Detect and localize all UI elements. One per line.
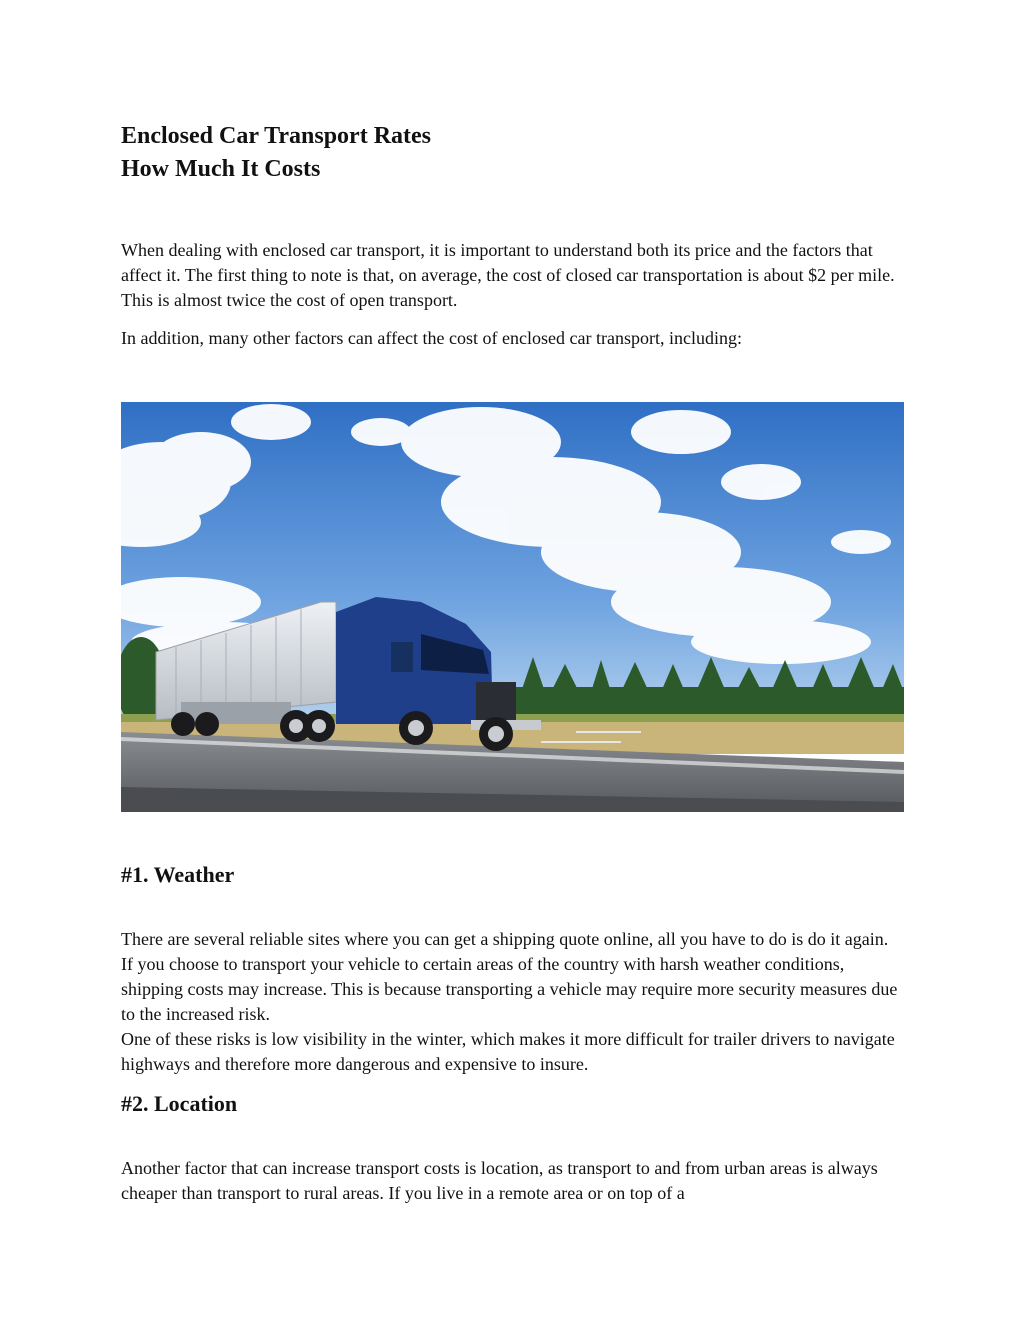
title-line-1: Enclosed Car Transport Rates (121, 123, 432, 149)
section-body-weather (121, 927, 904, 1077)
section-heading-weather: #1. Weather (121, 862, 235, 887)
weather-paragraph-b: One of these risks is low visibility in the winter, which makes it more difficult for trailer drivers to navigate highways and therefore more dangerous and expensive to insure. (121, 1029, 895, 1074)
hero-image-truck (121, 402, 904, 812)
intro-paragraph: When dealing with enclosed car transport, it is important to understand both its price and the factors that affect it. The first thing to note is that, on average, the cost of closed car transportation is about $2 per mile. This is almost twice the cost of open transport. (121, 240, 895, 310)
truck-on-highway-illustration (121, 402, 904, 812)
location-paragraph-a: Another factor that can increase transport costs is location, as transport to and from urban areas is always cheaper than transport to rural areas. If you live in a remote area or on top of a (121, 1158, 878, 1203)
section-heading-location: #2. Location (121, 1091, 238, 1116)
title-line-2: How Much It Costs (121, 156, 321, 182)
weather-paragraph-a: There are several reliable sites where you can get a shipping quote online, all you have to do is do it again. If you choose to transport your vehicle to certain areas of the country with harsh weather conditions, shipping costs may increase. This is because transporting a vehicle may require more security measures due to the increased risk. (121, 929, 898, 1024)
page-title (121, 120, 431, 186)
intro-paragraph-2: In addition, many other factors can affect the cost of enclosed car transport, including: (121, 328, 742, 348)
